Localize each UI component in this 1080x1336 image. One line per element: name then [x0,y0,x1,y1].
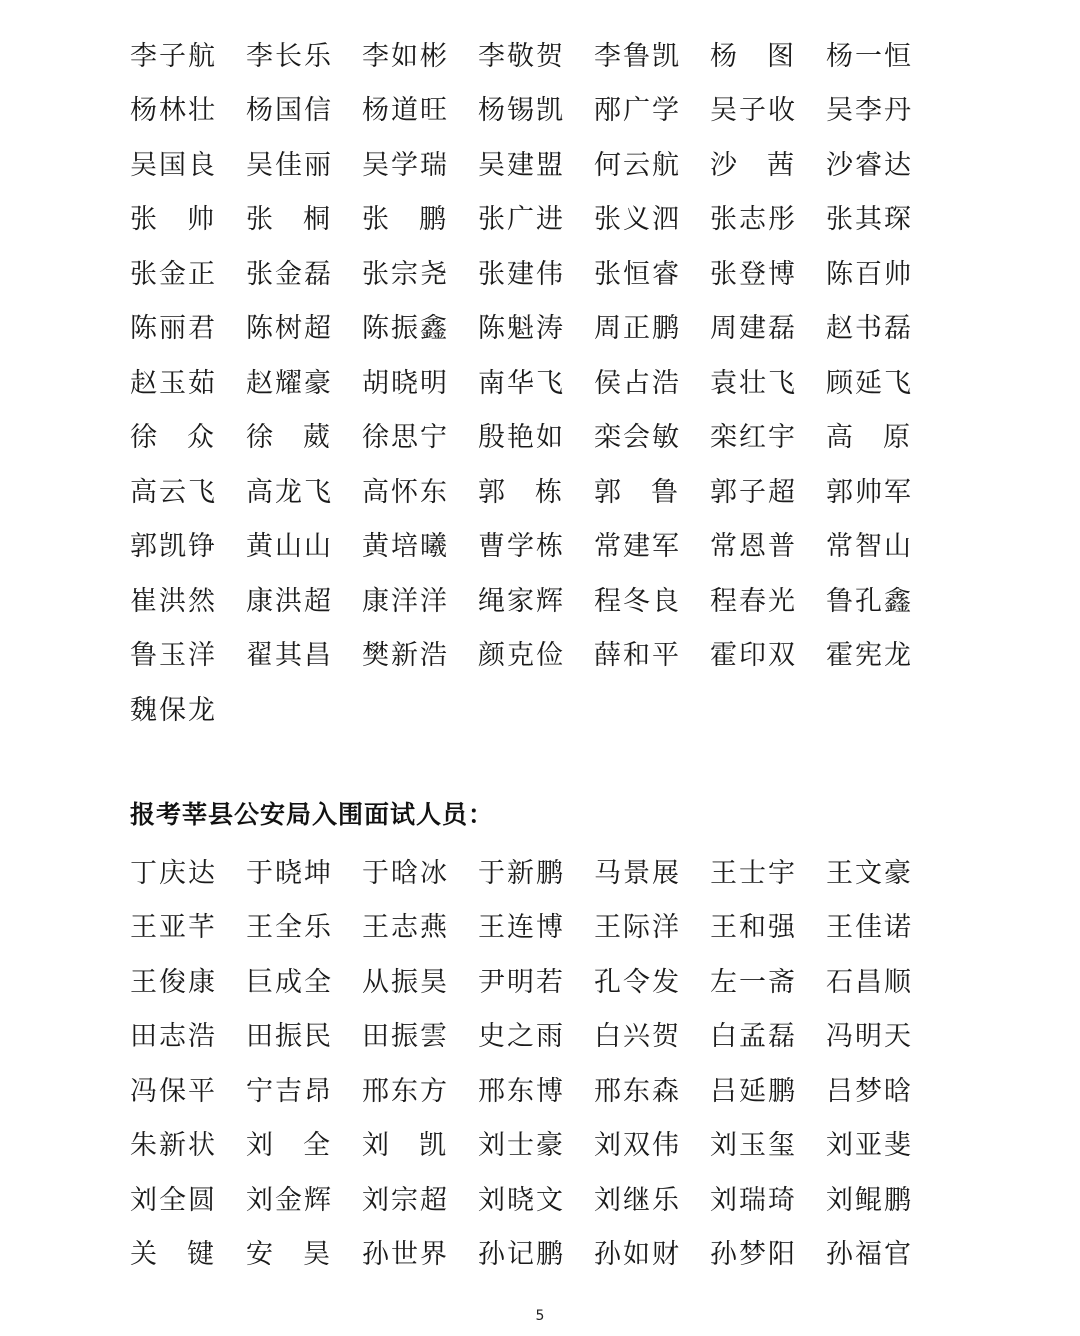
name-list-2 [130,843,950,1279]
person-name: 孙梦阳 [710,1239,797,1271]
person-name: 张志彤 [710,204,797,236]
person-name: 顾延飞 [826,367,913,399]
person-name: 史之雨 [478,1021,565,1053]
person-name: 袁壮飞 [710,367,797,399]
person-name: 王佳诺 [826,912,913,944]
person-name: 吕延鹏 [710,1075,797,1107]
section-heading: 报考莘县公安局入围面试人员： [130,800,495,829]
person-name: 邢东方 [362,1075,449,1107]
person-name: 关 键 [130,1239,216,1271]
person-name: 王和强 [710,912,797,944]
person-name: 吴国良 [130,149,217,181]
person-name: 王连博 [478,912,565,944]
person-name: 于晗冰 [362,857,449,889]
person-name: 殷艳如 [478,422,565,454]
person-name: 王志燕 [362,912,449,944]
person-name: 李如彬 [362,40,449,72]
person-name: 张义泗 [594,204,681,236]
person-name: 周建磊 [710,313,797,345]
person-name: 吴佳丽 [246,149,333,181]
person-name: 冯明天 [826,1021,913,1053]
name-row [130,299,950,354]
person-name: 郭 鲁 [594,476,680,508]
person-name: 赵耀豪 [246,367,333,399]
name-row [130,843,950,898]
name-row [130,190,950,245]
person-name: 刘宗超 [362,1184,449,1216]
person-name: 郭帅军 [826,476,913,508]
person-name: 程冬良 [594,585,681,617]
person-name: 尹明若 [478,966,565,998]
name-row [130,244,950,299]
person-name: 刘玉玺 [710,1130,797,1162]
person-name: 李子航 [130,40,217,72]
person-name: 石昌顺 [826,966,913,998]
person-name: 刘双伟 [594,1130,681,1162]
person-name: 栾红宇 [710,422,797,454]
name-list-1 [130,26,950,735]
person-name: 杨国信 [246,95,333,127]
person-name: 吴建盟 [478,149,565,181]
person-name: 黄山山 [246,531,333,563]
person-name: 田振雲 [362,1021,449,1053]
person-name: 吕梦晗 [826,1075,913,1107]
person-name: 鲁孔鑫 [826,585,913,617]
person-name: 马景展 [594,857,681,889]
person-name: 张 鹏 [362,204,448,236]
person-name: 绳家辉 [478,585,565,617]
person-name: 宁吉昂 [246,1075,333,1107]
person-name: 安 昊 [246,1239,332,1271]
person-name: 魏保龙 [130,694,217,726]
person-name: 高怀东 [362,476,449,508]
person-name: 颜克俭 [478,640,565,672]
person-name: 张金正 [130,258,217,290]
person-name: 南华飞 [478,367,565,399]
person-name: 翟其昌 [246,640,333,672]
person-name: 张广进 [478,204,565,236]
person-name: 巨成全 [246,966,333,998]
person-name: 李长乐 [246,40,333,72]
person-name: 沙 茜 [710,149,796,181]
person-name: 田志浩 [130,1021,217,1053]
person-name: 张 帅 [130,204,216,236]
person-name: 侯占浩 [594,367,681,399]
person-name: 陈振鑫 [362,313,449,345]
person-name: 王俊康 [130,966,217,998]
person-name: 从振昊 [362,966,449,998]
person-name: 邢东森 [594,1075,681,1107]
person-name: 周正鹏 [594,313,681,345]
person-name: 高龙飞 [246,476,333,508]
name-row [130,353,950,408]
person-name: 田振民 [246,1021,333,1053]
name-row [130,462,950,517]
person-name: 崔洪然 [130,585,217,617]
person-name: 刘士豪 [478,1130,565,1162]
person-name: 张建伟 [478,258,565,290]
person-name: 刘 全 [246,1130,332,1162]
name-row [130,135,950,190]
person-name: 孙福官 [826,1239,913,1271]
person-name: 冯保平 [130,1075,217,1107]
person-name: 孙世界 [362,1239,449,1271]
person-name: 胡晓明 [362,367,449,399]
person-name: 霍宪龙 [826,640,913,672]
person-name: 徐 葳 [246,422,332,454]
person-name: 李鲁凯 [594,40,681,72]
person-name: 王际洋 [594,912,681,944]
person-name: 王亚芊 [130,912,217,944]
person-name: 王士宇 [710,857,797,889]
person-name: 白孟磊 [710,1021,797,1053]
person-name: 刘亚斐 [826,1130,913,1162]
person-name: 何云航 [594,149,681,181]
person-name: 左一斋 [710,966,797,998]
person-name: 樊新浩 [362,640,449,672]
person-name: 张恒睿 [594,258,681,290]
person-name: 朱新状 [130,1130,217,1162]
person-name: 张金磊 [246,258,333,290]
person-name: 刘瑞琦 [710,1184,797,1216]
person-name: 张其琛 [826,204,913,236]
person-name: 康洋洋 [362,585,449,617]
person-name: 郭 栋 [478,476,564,508]
person-name: 郭凯铮 [130,531,217,563]
person-name: 于晓坤 [246,857,333,889]
person-name: 吴李丹 [826,95,913,127]
person-name: 王全乐 [246,912,333,944]
person-name: 邴广学 [594,95,681,127]
person-name: 陈百帅 [826,258,913,290]
person-name: 杨林壮 [130,95,217,127]
person-name: 赵书磊 [826,313,913,345]
person-name: 徐 众 [130,422,216,454]
person-name: 赵玉茹 [130,367,217,399]
name-row [130,408,950,463]
person-name: 陈丽君 [130,313,217,345]
person-name: 鲁玉洋 [130,640,217,672]
person-name: 白兴贺 [594,1021,681,1053]
name-row [130,81,950,136]
name-row [130,1170,950,1225]
person-name: 刘鲲鹏 [826,1184,913,1216]
name-row [130,1007,950,1062]
person-name: 常恩普 [710,531,797,563]
person-name: 康洪超 [246,585,333,617]
person-name: 沙睿达 [826,149,913,181]
person-name: 杨道旺 [362,95,449,127]
person-name: 杨锡凯 [478,95,565,127]
person-name: 程春光 [710,585,797,617]
person-name: 吴子收 [710,95,797,127]
person-name: 霍印双 [710,640,797,672]
person-name: 孔令发 [594,966,681,998]
person-name: 常建军 [594,531,681,563]
person-name: 于新鹏 [478,857,565,889]
name-row [130,1116,950,1171]
person-name: 张宗尧 [362,258,449,290]
person-name: 李敬贺 [478,40,565,72]
page-number: 5 [535,1308,545,1324]
person-name: 陈树超 [246,313,333,345]
person-name: 丁庆达 [130,857,217,889]
person-name: 高 原 [826,422,912,454]
person-name: 王文豪 [826,857,913,889]
person-name: 孙如财 [594,1239,681,1271]
name-row [130,680,950,735]
person-name: 黄培曦 [362,531,449,563]
person-name: 杨 图 [710,40,796,72]
person-name: 薛和平 [594,640,681,672]
name-row [130,1061,950,1116]
name-row [130,26,950,81]
person-name: 吴学瑞 [362,149,449,181]
person-name: 徐思宁 [362,422,449,454]
person-name: 陈魁涛 [478,313,565,345]
person-name: 刘晓文 [478,1184,565,1216]
name-row [130,626,950,681]
person-name: 栾会敏 [594,422,681,454]
person-name: 郭子超 [710,476,797,508]
person-name: 曹学栋 [478,531,565,563]
person-name: 刘继乐 [594,1184,681,1216]
name-row [130,952,950,1007]
name-row [130,517,950,572]
person-name: 邢东博 [478,1075,565,1107]
person-name: 张登博 [710,258,797,290]
person-name: 高云飞 [130,476,217,508]
name-row [130,1225,950,1280]
person-name: 张 桐 [246,204,332,236]
name-row [130,898,950,953]
person-name: 常智山 [826,531,913,563]
name-row [130,571,950,626]
person-name: 孙记鹏 [478,1239,565,1271]
person-name: 刘全圆 [130,1184,217,1216]
person-name: 杨一恒 [826,40,913,72]
person-name: 刘金辉 [246,1184,333,1216]
person-name: 刘 凯 [362,1130,448,1162]
